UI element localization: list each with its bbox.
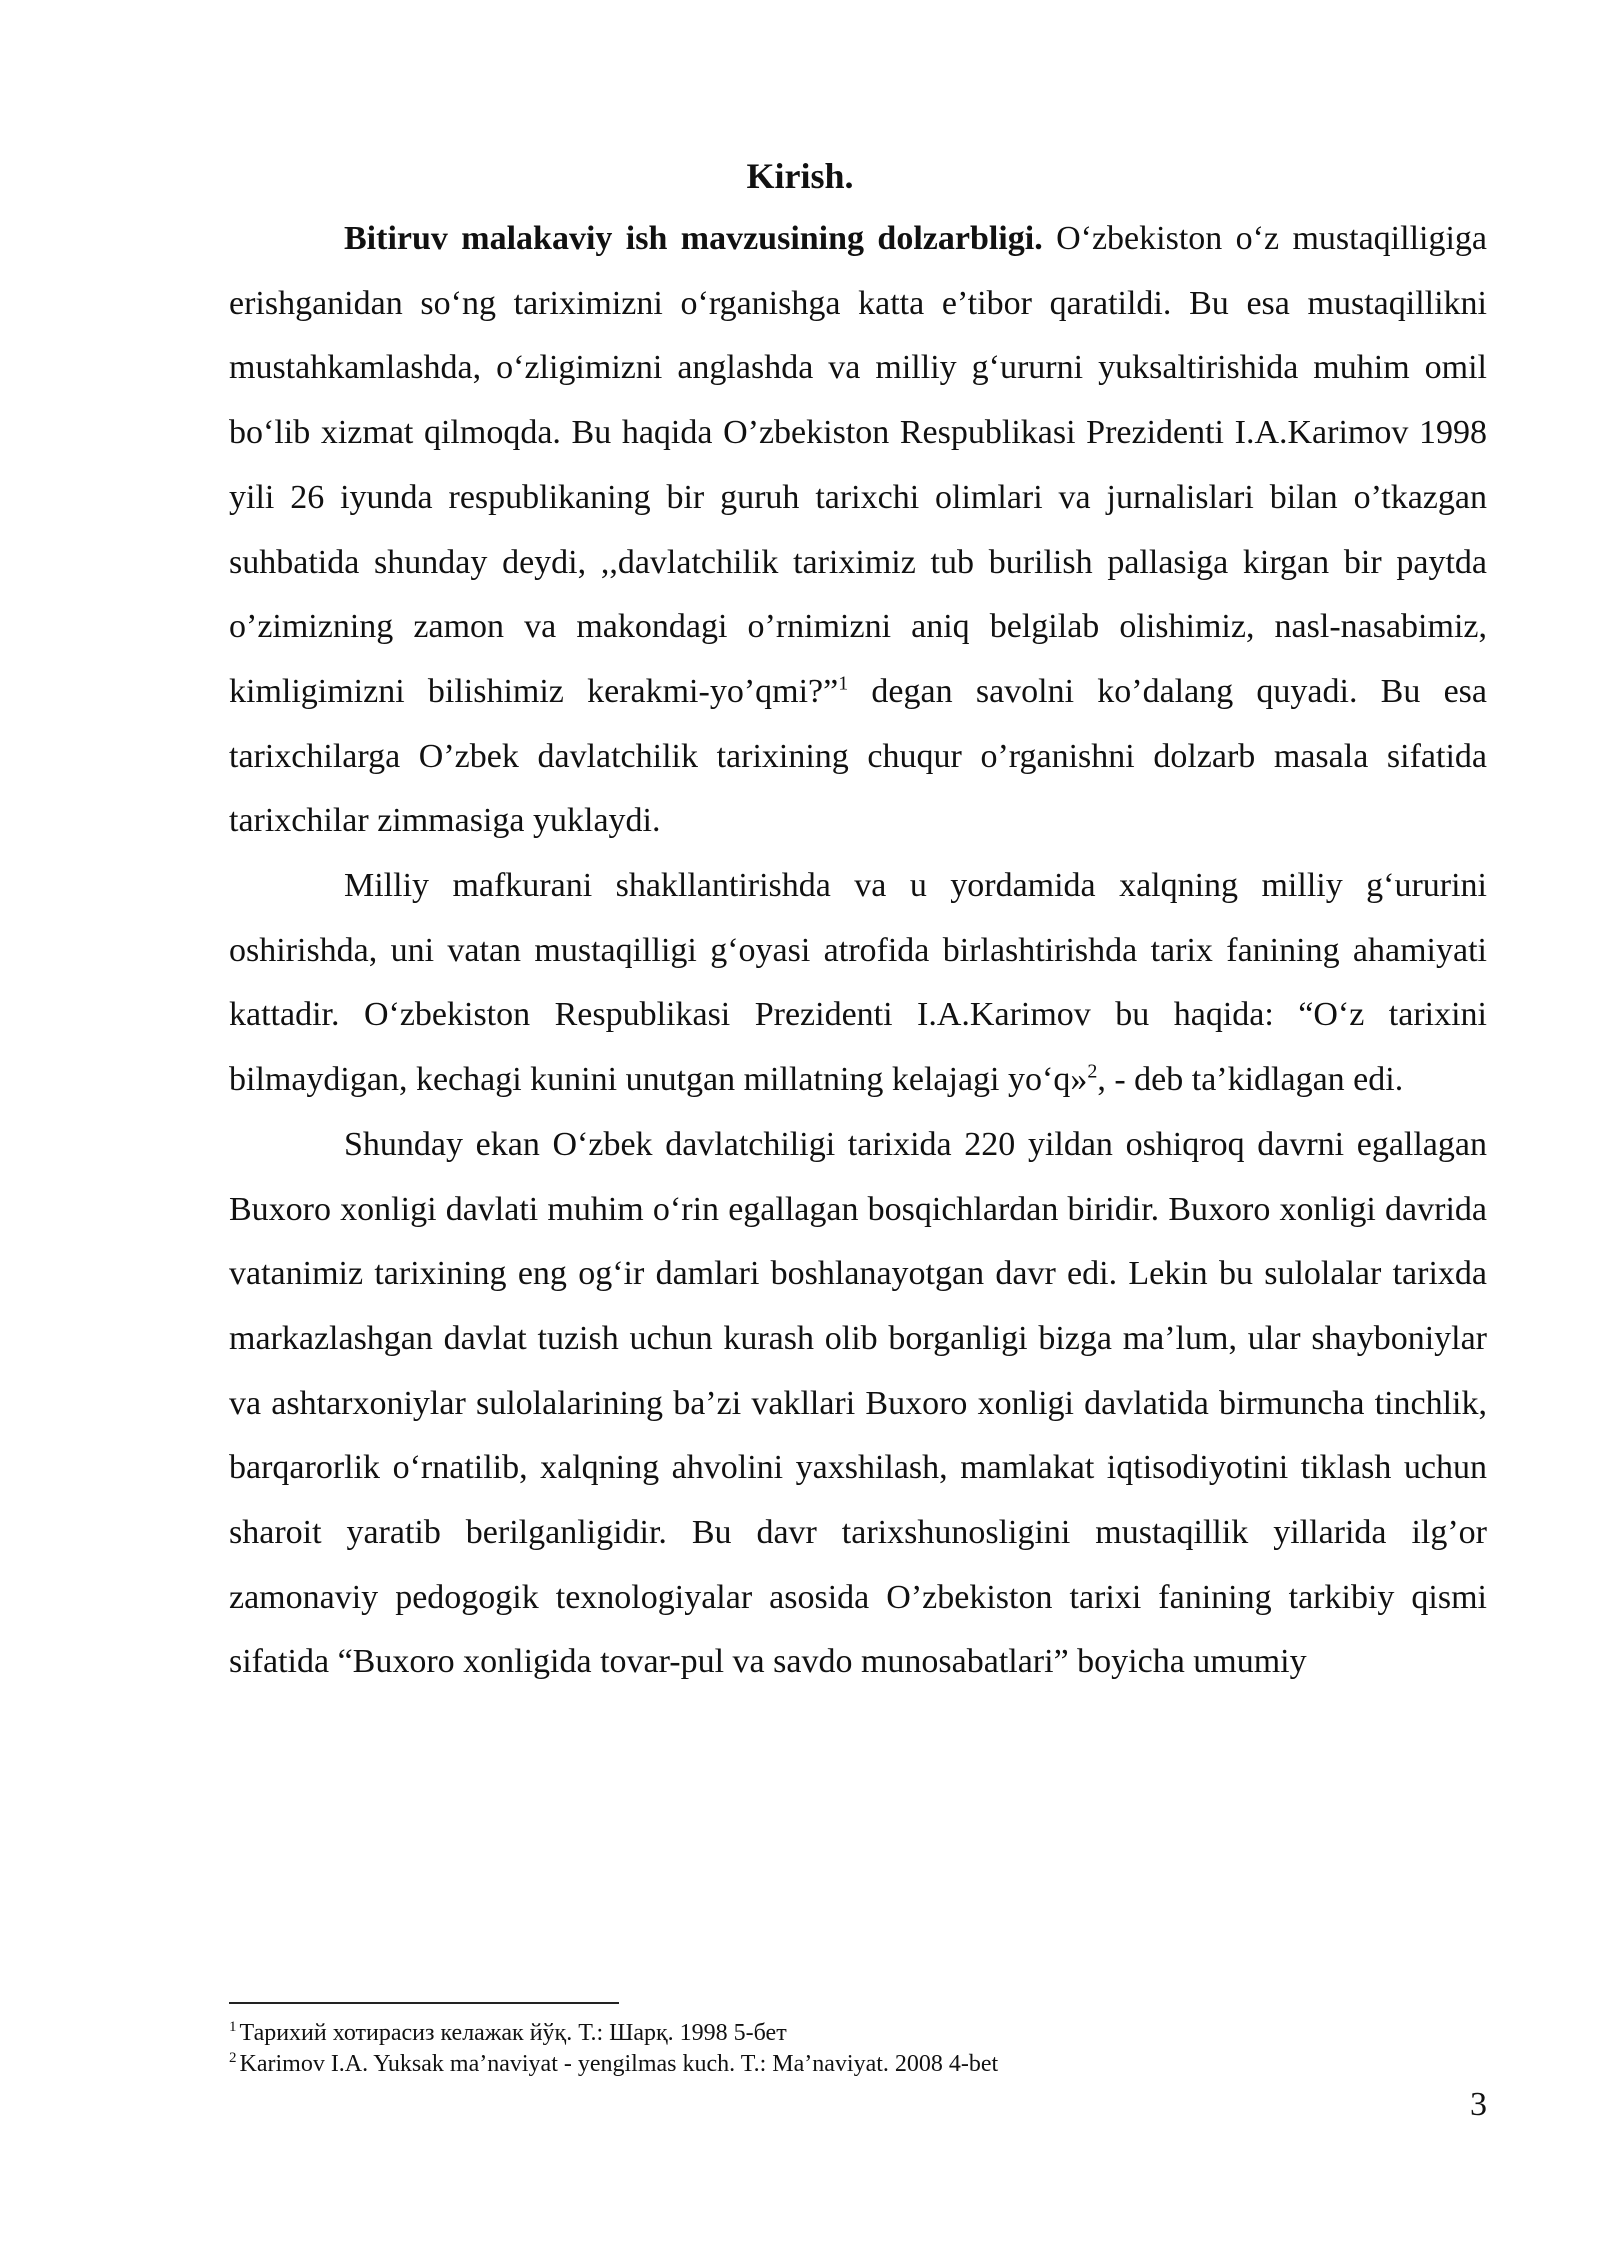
footnote-ref-1[interactable]: 1 bbox=[838, 672, 849, 695]
page-heading: Kirish. bbox=[746, 156, 854, 196]
paragraph-2-text-continued: , - deb ta’kidlagan edi. bbox=[1097, 1061, 1404, 1099]
paragraph-1 bbox=[229, 207, 1487, 854]
footnote-2-number: 2 bbox=[229, 2050, 237, 2066]
paragraph-2 bbox=[229, 854, 1487, 1113]
footnote-2-text: Karimov I.A. Yuksak ma’naviyat - yengilmas kuch. T.: Ma’naviyat. 2008 4-bet bbox=[239, 2051, 999, 2077]
footnotes bbox=[229, 2018, 1487, 2080]
paragraph-1-text-continued: degan savolni ko’dalang quyadi. Bu esa tarixchilarga O’zbek davlatchilik tarixining chuqur o’rganishni dolzarb masala sifatida tarixchilar zimmasiga yuklaydi. bbox=[229, 672, 1487, 840]
footnote-1-number: 1 bbox=[229, 2019, 237, 2035]
paragraph-1-text: O‘zbekiston o‘z mustaqilligiga erishganidan so‘ng tariximizni o‘rganishga katta e’tibor qaratildi. Bu esa mustaqillikni mustahkamlashda, o‘zligimizni anglashda va milliy g‘ururni yuksaltirishida muhim omil bo‘lib xizmat qilmoqda. Bu haqida O’zbekiston Respublikasi Prezidenti I.A.Karimov 1998 yili 26 iyunda respublikaning bir guruh tarixchi olimlari va jurnalislari bilan o’tkazgan suhbatida shunday deydi, ,,davlatchilik tariximiz tub burilish pallasiga kirgan bir paytda o’zimizning zamon va makondagi o’rnimizni aniq belgilab olishimiz, nasl-nasabimiz, kimligimizni bilishimiz kerakmi-yo’qmi?” bbox=[229, 220, 1487, 710]
footnote-1 bbox=[229, 2018, 1487, 2049]
body-text bbox=[229, 207, 1487, 1695]
footnote-1-text: Тарихий хотирасиз келажак йўқ. Т.: Шарқ. 1998 5-бет bbox=[239, 2020, 787, 2046]
paragraph-2-text: Milliy mafkurani shakllantirishda va u yordamida xalqning milliy g‘ururini oshirishda, uni vatan mustaqilligi g‘oyasi atrofida birlashtirishda tarix fanining ahamiyati kattadir. O‘zbekiston Respublikasi Prezidenti I.A.Karimov bu haqida: “O‘z tarixini bilmaydigan, kechagi kunini unutgan millatning kelajagi yo‘q» bbox=[229, 867, 1487, 1099]
paragraph-3: Shunday ekan O‘zbek davlatchiligi tarixida 220 yildan oshiqroq davrni egallagan Buxoro xonligi davlati muhim o‘rin egallagan bosqichlardan biridir. Buxoro xonligi davrida vatanimiz tarixining eng og‘ir damlari boshlanayotgan davr edi. Lekin bu sulolalar tarixda markazlashgan davlat tuzish uchun kurash olib borganligi bizga ma’lum, ular shayboniylar va ashtarxoniylar sulolalarining ba’zi vakllari Buxoro xonligi davlatida birmuncha tinchlik, barqarorlik o‘rnatilib, xalqning ahvolini yaxshilash, mamlakat iqtisodiyotini tiklash uchun sharoit yaratib berilganligidir. Bu davr tarixshunosligini mustaqillik yillarida ilg’or zamonaviy pedogogik texnologiyalar asosida O’zbekiston tarixi fanining tarkibiy qismi sifatida “Buxoro xonligida tovar-pul va savdo munosabatlari” boyicha umumiy bbox=[229, 1125, 1487, 1681]
footnote-ref-2[interactable]: 2 bbox=[1087, 1060, 1098, 1083]
footnote-2 bbox=[229, 2049, 1487, 2080]
page-number: 3 bbox=[1470, 2086, 1487, 2123]
footnote-separator bbox=[229, 2002, 619, 2004]
paragraph-1-lead: Bitiruv malakaviy ish mavzusining dolzarbligi. bbox=[344, 220, 1043, 257]
